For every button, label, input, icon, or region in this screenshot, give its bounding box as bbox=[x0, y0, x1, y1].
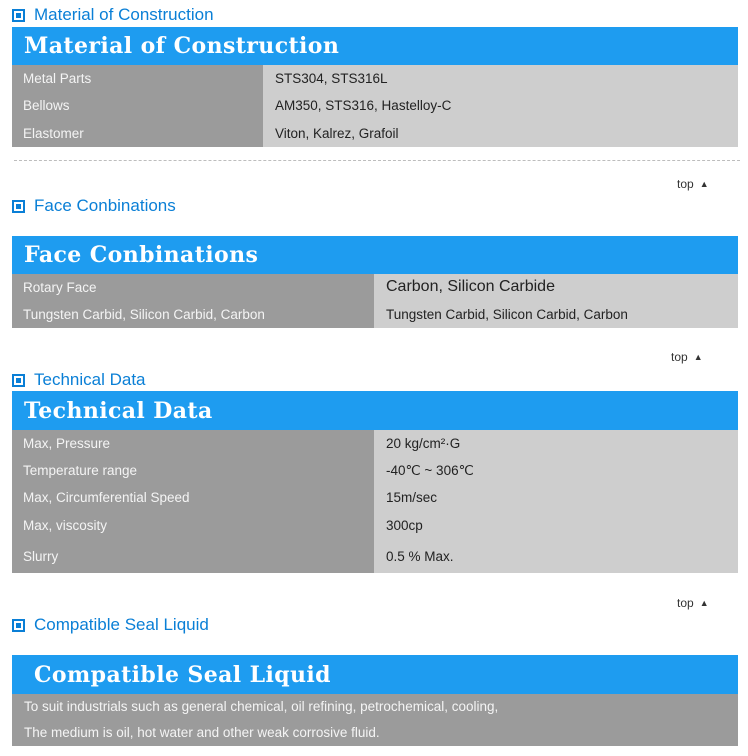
banner-technical: Technical Data bbox=[12, 391, 738, 430]
top-link-label: top bbox=[677, 177, 694, 191]
row-value: Tungsten Carbid, Silicon Carbid, Carbon bbox=[374, 300, 738, 328]
up-triangle-icon: ▲ bbox=[693, 352, 703, 362]
description-line: To suit industrials such as general chemical, oil refining, petrochemical, cooling, bbox=[12, 694, 738, 719]
row-label: Rotary Face bbox=[12, 274, 374, 300]
banner-compatible: Compatible Seal Liquid bbox=[12, 655, 738, 694]
table-row bbox=[12, 92, 738, 119]
dashed-divider bbox=[14, 160, 740, 161]
section-heading-compatible bbox=[12, 615, 209, 635]
row-label: Metal Parts bbox=[12, 65, 263, 92]
top-link-label: top bbox=[671, 350, 688, 364]
row-value: 0.5 % Max. bbox=[374, 540, 738, 573]
row-value: AM350, STS316, Hastelloy-C bbox=[263, 92, 738, 119]
banner-material: Material of Construction bbox=[12, 27, 738, 65]
table-row bbox=[12, 511, 738, 540]
row-label: Bellows bbox=[12, 92, 263, 119]
row-value: 15m/sec bbox=[374, 484, 738, 511]
section-heading-text: Face Conbinations bbox=[34, 196, 176, 215]
row-label: Tungsten Carbid, Silicon Carbid, Carbon bbox=[12, 300, 374, 328]
up-triangle-icon: ▲ bbox=[699, 598, 709, 608]
table-row bbox=[12, 300, 738, 328]
square-bullet-icon bbox=[12, 619, 25, 632]
section-heading-technical bbox=[12, 370, 146, 390]
row-value: 300cp bbox=[374, 511, 738, 540]
row-label: Elastomer bbox=[12, 119, 263, 147]
table-row bbox=[12, 119, 738, 147]
top-link-label: top bbox=[677, 596, 694, 610]
section-heading-face bbox=[12, 196, 176, 216]
up-triangle-icon: ▲ bbox=[699, 179, 709, 189]
top-link[interactable] bbox=[671, 350, 703, 364]
description-line: The medium is oil, hot water and other weak corrosive fluid. bbox=[12, 719, 738, 746]
row-label: Max, Pressure bbox=[12, 430, 374, 457]
table-row bbox=[12, 274, 738, 300]
section-heading-text: Technical Data bbox=[34, 370, 146, 389]
section-heading-text: Compatible Seal Liquid bbox=[34, 615, 209, 634]
square-bullet-icon bbox=[12, 374, 25, 387]
row-value: 20 kg/cm²·G bbox=[374, 430, 738, 457]
top-link[interactable] bbox=[677, 596, 709, 610]
square-bullet-icon bbox=[12, 9, 25, 22]
row-label: Max, viscosity bbox=[12, 511, 374, 540]
row-label: Max, Circumferential Speed bbox=[12, 484, 374, 511]
row-label: Slurry bbox=[12, 540, 374, 573]
section-heading-material bbox=[12, 5, 214, 25]
table-row bbox=[12, 540, 738, 573]
table-row bbox=[12, 430, 738, 457]
table-row bbox=[12, 65, 738, 92]
row-value: Carbon, Silicon Carbide bbox=[374, 274, 738, 300]
section-heading-text: Material of Construction bbox=[34, 5, 214, 24]
row-value: STS304, STS316L bbox=[263, 65, 738, 92]
top-link[interactable] bbox=[677, 177, 709, 191]
table-row bbox=[12, 484, 738, 511]
row-value: Viton, Kalrez, Grafoil bbox=[263, 119, 738, 147]
row-value: -40℃ ~ 306℃ bbox=[374, 457, 738, 484]
square-bullet-icon bbox=[12, 200, 25, 213]
banner-face: Face Conbinations bbox=[12, 236, 738, 274]
table-row bbox=[12, 457, 738, 484]
row-label: Temperature range bbox=[12, 457, 374, 484]
